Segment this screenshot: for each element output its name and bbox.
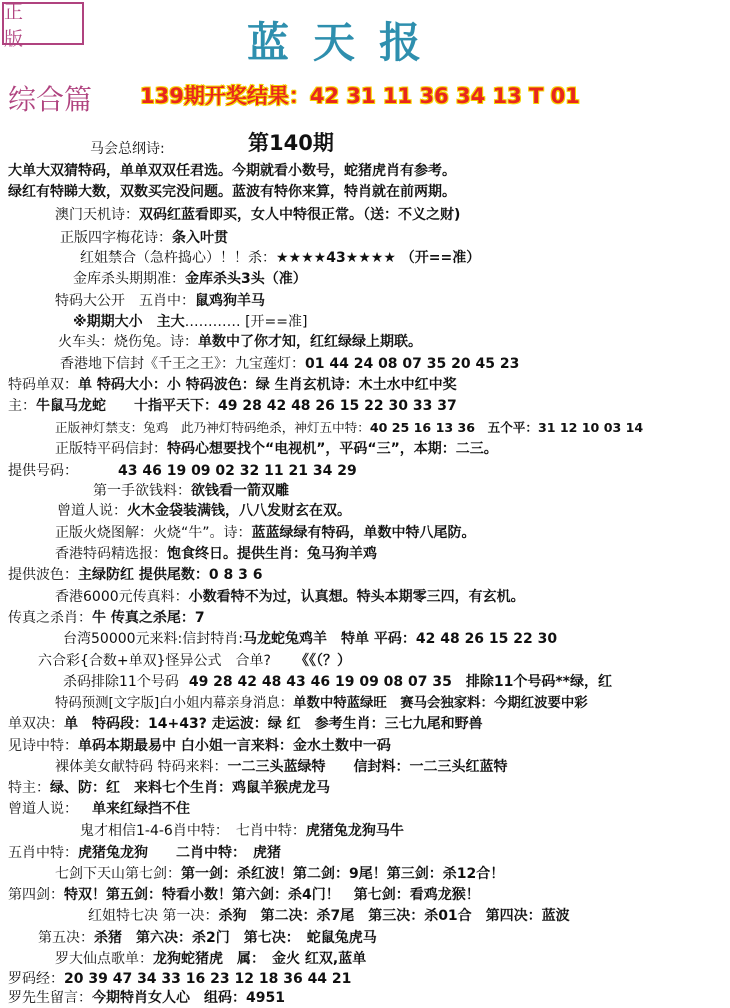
text: 火木金袋装满钱，八八发财玄在双。 (127, 503, 351, 519)
label: 曾道人说： (57, 503, 127, 519)
line-6 (80, 249, 480, 268)
line-2 (8, 162, 456, 181)
label: 罗先生留言： (8, 990, 92, 1006)
label: 香港地下信封《千王之王》：九宝莲灯： (60, 356, 305, 372)
text: 01 44 24 08 07 35 20 45 23 (305, 356, 520, 372)
line-21 (8, 566, 262, 585)
line-13 (8, 397, 457, 416)
section-heading: 综合篇 (8, 83, 93, 116)
label: 红姐禁合（急杵捣心）！！杀： (80, 250, 276, 266)
text: 20 39 47 34 33 16 23 12 18 36 44 21 (64, 971, 352, 987)
text: 单 特码段：14+43? 走运波：绿 红 参考生肖：三七九尾和野兽 (64, 716, 483, 732)
text: 单码本期最易中 白小姐一言来料：金水土数中一码 (78, 738, 391, 754)
label: 特码预测[文字版]白小姐内幕亲身消息： (55, 696, 294, 711)
text: 双码红蓝看即买，女人中特很正常。（送：不义之财) (139, 207, 461, 223)
line-27 (55, 694, 588, 713)
line-24 (63, 630, 557, 649)
text: 牛 传真之杀尾：7 (92, 610, 205, 626)
text: 杀猪 第六决：杀2门 第七决： 蛇鼠兔虎马 (94, 930, 377, 946)
label: 主： (8, 398, 36, 414)
text: 条入叶贯 (172, 230, 228, 246)
line-23 (8, 609, 205, 628)
line-33 (80, 822, 404, 841)
label: 正版火烧图解：火烧“牛”。诗： (55, 525, 252, 541)
authentic-stamp: 正 版 (2, 2, 84, 45)
label: 传真之杀肖： (8, 610, 92, 626)
issue-number: 第140期 (248, 131, 334, 155)
label: 特主： (8, 780, 50, 796)
label: 正版四字梅花诗： (60, 230, 172, 246)
line-37 (88, 907, 570, 926)
line-19 (55, 524, 476, 543)
line-15 (55, 440, 498, 459)
label: 正版特平码信封： (55, 441, 167, 457)
label: 七剑下天山第七剑： (55, 866, 181, 882)
line-26 (63, 673, 612, 692)
line-8 (55, 292, 265, 311)
line-40 (8, 970, 351, 989)
line-41 (8, 989, 285, 1008)
newspaper-title: 蓝天报 (247, 18, 446, 67)
label: 罗码经： (8, 971, 64, 987)
label: 绿红有特睇大数，双数买完没问题。蓝波有特你来算，特肖就在前两期。 (8, 184, 456, 200)
label: 第一手欲钱料： (93, 483, 191, 499)
line-39 (55, 950, 366, 969)
label: 马会总纲诗: (90, 141, 165, 157)
line-20 (55, 545, 377, 564)
label: 大单大双猜特码，单单双双任君选。今期就看小数号，蛇猪虎肖有参考。 (8, 163, 456, 179)
label: 澳门天机诗： (55, 207, 139, 223)
line-7 (73, 270, 307, 289)
label: 红姐特七决 第一决： (88, 908, 219, 924)
label: 火车头：烧伤兔。诗： (58, 334, 198, 350)
text: 单 特码大小：小 特码波色：绿 生肖玄机诗：木土水中红中奖 (78, 377, 457, 393)
label: ※期期大小 主大 (73, 314, 185, 330)
line-28 (8, 715, 483, 734)
text: 牛鼠马龙蛇 十指平天下：49 28 42 48 26 15 22 30 33 37 (36, 398, 457, 414)
text: 金库杀头3头（准） (185, 271, 307, 287)
label: 正版神灯禁支：兔鸡 此乃神灯特码绝杀，神灯五中特： (55, 420, 370, 435)
text: ………… [开==准] (184, 314, 308, 330)
label: 单双决： (8, 716, 64, 732)
line-18 (57, 502, 351, 521)
text: 一二三头蓝绿特 信封料：一二三头红蓝特 (227, 759, 508, 775)
label: 香港6000元传真料： (55, 589, 189, 605)
text: ★★★★43★★★★ （开==准） (276, 250, 481, 266)
line-9 (73, 313, 307, 332)
text: 单数中了你才知，红红绿绿上期联。 (198, 334, 422, 350)
line-3 (8, 183, 456, 202)
label: 曾道人说： (8, 801, 78, 817)
text: 饱食终日。提供生肖：兔马狗羊鸡 (167, 546, 377, 562)
text: 虎猪兔龙狗马牛 (305, 823, 404, 839)
label: 特码大公开 五肖中： (55, 293, 195, 309)
label: 裸体美女献特码 特码来料： (55, 759, 228, 775)
line-34 (8, 844, 281, 863)
label: 杀码排除11个号码 (63, 674, 179, 690)
text: 杀狗 第二决：杀7尾 第三决：杀01合 第四决：蓝波 (218, 908, 570, 924)
label: 第五决： (38, 930, 94, 946)
label: 提供波色： (8, 567, 78, 583)
text: 蓝蓝绿绿有特码，单数中特八尾防。 (251, 525, 476, 541)
line-5 (60, 229, 228, 248)
line-38 (38, 929, 377, 948)
text: 单数中特蓝绿旺 赛马会独家料：今期红波要中彩 (293, 696, 588, 711)
text: 虎猪兔龙狗 二肖中特： 虎猪 (78, 845, 281, 861)
text: 欲钱看一箭双雕 (191, 483, 289, 499)
label: 台湾50000元来料:信封特肖: (63, 631, 243, 647)
label: 金库杀头期期准： (73, 271, 185, 287)
line-35 (55, 865, 504, 884)
label: 罗大仙点歌单： (55, 951, 153, 967)
line-22 (55, 588, 525, 607)
text: 49 28 42 48 43 46 19 09 08 07 35 排除11个号码**绿，红 (188, 674, 612, 690)
line-1 (90, 140, 165, 159)
line-10 (58, 333, 422, 352)
text: 《《（？） (294, 653, 351, 669)
line-16 (8, 462, 357, 481)
label: 第四剑： (8, 887, 64, 903)
label: 见诗中特： (8, 738, 78, 754)
text: 马龙蛇兔鸡羊 特单 平码：42 48 26 15 22 30 (242, 631, 558, 647)
label: 六合彩{合数+单双}怪异公式 合单? (38, 653, 271, 669)
text: 单来红绿挡不住 (92, 801, 190, 817)
label: 特码单双： (8, 377, 78, 393)
text: 40 25 16 13 36 五个平：31 12 10 03 14 (369, 420, 644, 435)
text: 鼠鸡狗羊马 (195, 293, 265, 309)
text: 主绿防红 提供尾数：0 8 3 6 (78, 567, 263, 583)
line-30 (55, 758, 507, 777)
text: 特双！第五剑：特看小数！第六剑：杀4门！ 第七剑：看鸡龙猴！ (64, 887, 480, 903)
line-29 (8, 737, 391, 756)
draw-result-banner: 139期开奖结果：42 31 11 36 34 13 T 01 (140, 84, 580, 108)
line-11 (60, 355, 519, 374)
text: 特码心想要找个“电视机”，平码“三”，本期：二三。 (167, 441, 498, 457)
line-32 (8, 800, 190, 819)
label: 鬼才相信1-4-6肖中特： 七肖中特： (80, 823, 306, 839)
line-4 (55, 206, 460, 225)
text: 第一剑：杀红波！第二剑：9尾！第三剑：杀12合！ (181, 866, 505, 882)
line-36 (8, 886, 480, 905)
label: 香港特码精选报： (55, 546, 167, 562)
line-12 (8, 376, 457, 395)
text: 小数看特不为过，认真想。特头本期零三四，有玄机。 (188, 589, 525, 605)
text: 龙狗蛇猪虎 属： 金火 红双,蓝单 (153, 951, 367, 967)
label: 提供号码： (8, 463, 78, 479)
text: 43 46 19 09 02 32 11 21 34 29 (118, 463, 357, 479)
line-31 (8, 779, 330, 798)
text: 绿、防：红 来料七个生肖：鸡鼠羊猴虎龙马 (50, 780, 330, 796)
line-17 (93, 482, 289, 501)
label: 五肖中特： (8, 845, 78, 861)
text: 今期特肖女人心 组码：4951 (92, 990, 285, 1006)
line-14 (55, 418, 643, 437)
line-25 (38, 652, 351, 671)
